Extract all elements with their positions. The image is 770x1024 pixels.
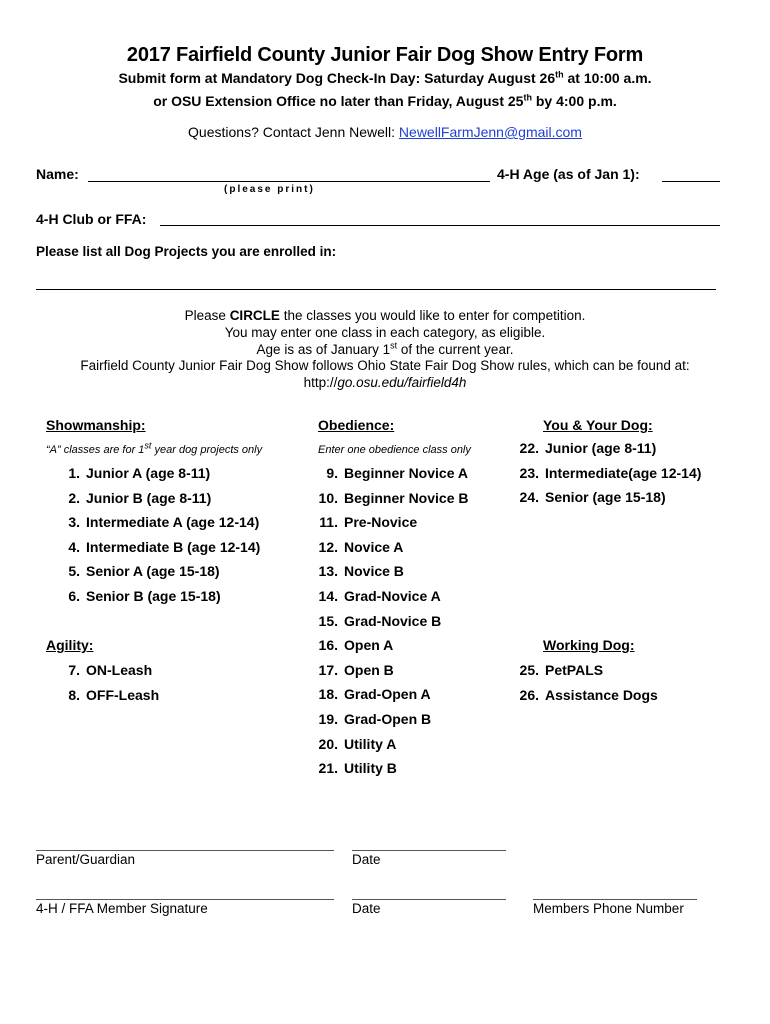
questions-label: Questions? Contact Jenn Newell:	[188, 124, 396, 140]
class-option[interactable]	[46, 514, 259, 530]
class-label: Grad-Open A	[344, 686, 431, 703]
class-number: 25.	[519, 662, 539, 678]
class-option[interactable]	[302, 588, 441, 604]
member-date-line[interactable]	[352, 899, 506, 900]
member-signature-line[interactable]	[36, 899, 334, 900]
club-label: 4-H Club or FFA:	[36, 211, 147, 227]
class-option[interactable]	[302, 613, 441, 629]
class-label: Utility A	[344, 735, 397, 752]
class-number: 24.	[519, 489, 539, 506]
class-number: 7.	[68, 662, 80, 678]
class-number: 9.	[326, 465, 338, 481]
class-label: Senior A (age 15-18)	[86, 563, 220, 580]
class-number: 17.	[318, 661, 338, 678]
instr-pre: Please	[184, 308, 230, 323]
url-prefix: http://	[303, 375, 338, 390]
class-label: Senior B (age 15-18)	[86, 588, 221, 604]
class-option[interactable]	[302, 637, 393, 653]
office-time: by 4:00 p.m.	[531, 93, 617, 109]
class-label: Utility B	[344, 760, 397, 777]
class-label: Grad-Novice B	[344, 612, 442, 629]
class-label: Intermediate A (age 12-14)	[86, 514, 260, 531]
working-dog-heading: Working Dog:	[543, 637, 635, 653]
class-number: 5.	[68, 563, 80, 580]
deadline-time: at 10:00 a.m.	[563, 70, 652, 86]
class-number: 14.	[318, 588, 338, 604]
name-hint: (please print)	[224, 184, 315, 195]
page-title: 2017 Fairfield County Junior Fair Dog Show Entry Form	[126, 44, 644, 66]
parent-date-label: Date	[352, 852, 381, 867]
class-label: Beginner Novice A	[344, 465, 468, 481]
class-option[interactable]	[505, 687, 658, 703]
class-label: Novice A	[344, 538, 404, 555]
member-date-label: Date	[352, 901, 381, 916]
class-label: Open B	[344, 661, 394, 678]
class-number: 16.	[318, 637, 338, 654]
class-number: 23.	[519, 464, 539, 481]
obedience-heading: Obedience:	[318, 417, 395, 433]
showmanship-note	[46, 440, 263, 456]
class-option[interactable]	[302, 736, 396, 752]
age-sup: st	[390, 340, 398, 351]
obedience-note: Enter one obedience class only	[318, 444, 471, 456]
class-label: OFF-Leash	[86, 686, 160, 703]
note-sup: st	[144, 440, 152, 451]
class-option[interactable]	[46, 539, 260, 555]
class-number: 18.	[318, 686, 338, 703]
class-number: 11.	[319, 514, 338, 531]
class-number: 22.	[519, 440, 539, 456]
deadline-sup: th	[555, 69, 564, 80]
class-option[interactable]	[46, 490, 211, 506]
class-option[interactable]	[46, 563, 220, 579]
class-label: ON-Leash	[86, 662, 153, 678]
class-label: Pre-Novice	[344, 514, 418, 531]
class-option[interactable]	[505, 489, 666, 505]
instruction-one-class: You may enter one class in each category, as eligible.	[224, 325, 546, 340]
class-option[interactable]	[302, 760, 397, 776]
class-number: 2.	[68, 489, 80, 506]
parent-date-line[interactable]	[352, 850, 506, 851]
class-option[interactable]	[302, 514, 417, 530]
instruction-url	[0, 375, 770, 390]
club-input-line[interactable]	[160, 225, 720, 226]
age-label: 4-H Age (as of Jan 1):	[497, 166, 640, 182]
you-and-dog-heading: You & Your Dog:	[543, 417, 653, 433]
class-label: Junior (age 8-11)	[545, 440, 657, 456]
class-option[interactable]	[46, 465, 210, 481]
class-number: 15.	[318, 612, 338, 629]
class-label: Intermediate B (age 12-14)	[86, 538, 261, 555]
class-number: 6.	[68, 588, 80, 604]
class-option[interactable]	[302, 711, 431, 727]
class-label: Junior B (age 8-11)	[86, 489, 212, 506]
class-label: Junior A (age 8-11)	[86, 465, 211, 481]
note-post: year dog projects only	[151, 444, 263, 456]
class-number: 20.	[318, 735, 338, 752]
instr-post: the classes you would like to enter for competition.	[279, 308, 586, 323]
class-number: 10.	[318, 489, 338, 506]
instruction-circle	[0, 308, 770, 323]
class-label: Intermediate(age 12-14)	[545, 464, 702, 481]
class-label: PetPALS	[545, 662, 604, 678]
class-number: 19.	[318, 711, 338, 727]
showmanship-heading: Showmanship:	[46, 417, 146, 433]
class-number: 1.	[68, 465, 80, 481]
class-option[interactable]	[46, 662, 152, 678]
class-option[interactable]	[302, 465, 468, 481]
name-input-line[interactable]	[88, 181, 490, 182]
class-number: 13.	[318, 563, 338, 580]
class-number: 4.	[68, 538, 80, 555]
class-label: Beginner Novice B	[344, 489, 469, 506]
class-label: Novice B	[344, 563, 404, 580]
class-option[interactable]	[505, 662, 603, 678]
class-label: Open A	[344, 637, 394, 654]
phone-label: Members Phone Number	[533, 901, 684, 916]
class-option[interactable]	[505, 465, 701, 481]
member-signature-label: 4-H / FFA Member Signature	[36, 901, 208, 916]
questions-line	[0, 124, 770, 140]
deadline-text: Submit form at Mandatory Dog Check-In Day: Saturday August 26	[118, 70, 556, 86]
class-option[interactable]	[46, 687, 159, 703]
class-option[interactable]	[505, 440, 656, 456]
note-pre: “A” classes are for 1	[46, 444, 145, 456]
office-deadline-line	[0, 93, 770, 109]
class-number: 21.	[318, 760, 338, 777]
age-pre: Age is as of January 1	[256, 342, 391, 357]
class-label: Senior (age 15-18)	[545, 489, 666, 506]
instr-bold: CIRCLE	[229, 308, 280, 323]
projects-input-line[interactable]	[36, 289, 716, 290]
name-label: Name:	[36, 166, 79, 182]
class-number: 8.	[68, 686, 80, 703]
class-option[interactable]	[302, 539, 403, 555]
class-option[interactable]	[302, 686, 431, 702]
instruction-age	[0, 342, 770, 357]
office-sup: th	[523, 92, 532, 103]
class-option[interactable]	[302, 563, 404, 579]
class-label: Grad-Open B	[344, 711, 432, 727]
instruction-rules: Fairfield County Junior Fair Dog Show follows Ohio State Fair Dog Show rules, which can be found at:	[80, 358, 690, 373]
agility-heading: Agility:	[46, 637, 94, 653]
age-input-line[interactable]	[662, 181, 720, 182]
class-option[interactable]	[302, 490, 468, 506]
submit-deadline-line	[0, 70, 770, 86]
office-text: or OSU Extension Office no later than Friday, August 25	[153, 93, 524, 109]
class-number: 26.	[519, 686, 539, 703]
class-number: 12.	[318, 538, 338, 555]
class-number: 3.	[68, 514, 80, 531]
phone-line[interactable]	[533, 899, 697, 900]
class-label: Assistance Dogs	[545, 686, 658, 703]
class-option[interactable]	[302, 662, 394, 678]
parent-signature-line[interactable]	[36, 850, 334, 851]
parent-label: Parent/Guardian	[36, 852, 136, 867]
class-label: Grad-Novice A	[344, 588, 441, 604]
contact-email-link[interactable]: NewellFarmJenn@gmail.com	[398, 124, 582, 140]
projects-label: Please list all Dog Projects you are enrolled in:	[36, 244, 337, 259]
class-option[interactable]	[46, 588, 221, 604]
rules-url-link[interactable]: go.osu.edu/fairfield4h	[337, 375, 467, 390]
age-post: of the current year.	[397, 342, 514, 357]
